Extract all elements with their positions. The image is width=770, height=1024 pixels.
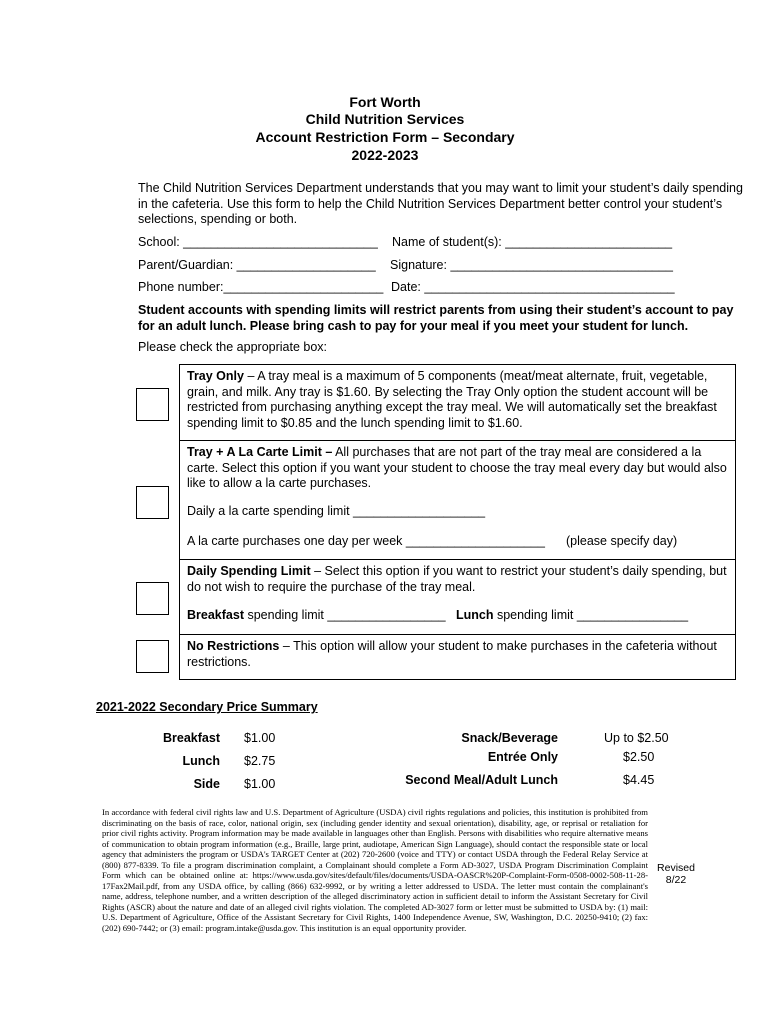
price-label-second-meal: Second Meal/Adult Lunch [405,773,558,787]
date-field[interactable]: Date: ____________________________________ [391,280,675,294]
phone-number-field[interactable]: Phone number:_______________________ [138,280,384,294]
tray-alacarte-title: Tray + A La Carte Limit – [187,445,333,459]
tray-only-checkbox[interactable] [136,388,169,421]
daily-spending-description [187,564,730,595]
tray-only-text: – A tray meal is a maximum of 5 components (meat/meat alternate, fruit, vegetable, grain, and milk. Any tray is $1.60. By selecting the Tray Only option the student account will be restricted from purchasing anything except the tray meal. We will automatically set the breakfast spending limit to $0.85 and the lunch spending limit to $1.60. [187,369,717,430]
form-location: Fort Worth [349,94,421,110]
spending-limit-warning: Student accounts with spending limits will restrict parents from using their student’s account to pay for an adult lunch. Please bring cash to pay for your meal if you meet your student for lunch. [138,303,734,333]
parent-guardian-field[interactable]: Parent/Guardian: ____________________ [138,258,376,272]
revised-label: Revised [657,862,695,874]
tray-alacarte-description [187,445,730,492]
lunch-limit-label: Lunch [455,608,494,622]
breakfast-limit-field[interactable]: spending limit _________________ [243,608,446,622]
daily-spending-text: – Select this option if you want to restrict your student’s daily spending, but do not wish to require the purchase of the tray meal. [187,564,727,594]
daily-spending-checkbox[interactable] [136,582,169,615]
option-tray-alacarte [179,440,736,560]
tray-only-title: Tray Only [187,369,244,383]
intro-paragraph: The Child Nutrition Services Department understands that you may want to limit your student’s daily spending in the cafeteria. Use this form to help the Child Nutrition Services Department better control your student’s selections, spending or both. [138,181,743,226]
lunch-limit-field[interactable]: spending limit ________________ [493,608,689,622]
breakfast-limit-label: Breakfast [187,608,244,622]
specify-day-note: (please specify day) [566,534,678,548]
price-value-breakfast: $1.00 [244,731,276,745]
meal-limit-fields [187,608,727,624]
price-label-lunch: Lunch [182,754,220,768]
price-value-snack: Up to $2.50 [604,731,669,745]
revised-date: 8/22 [665,874,687,886]
price-label-breakfast: Breakfast [163,731,220,745]
daily-alacarte-limit-field[interactable]: Daily a la carte spending limit ___________________ [187,504,486,518]
signature-field[interactable]: Signature: ________________________________ [390,258,673,272]
department-name: Child Nutrition Services [305,111,465,127]
tray-alacarte-checkbox[interactable] [136,486,169,519]
option-no-restrictions [179,634,736,680]
no-restrictions-text: – This option will allow your student to make purchases in the cafeteria without restrictions. [187,639,717,669]
nondiscrimination-statement: In accordance with federal civil rights law and U.S. Department of Agriculture (USDA) civil rights regulations and policies, this institution is prohibited from discriminating on the basis of race, color, national origin, sex (including gender identity and sexual orientation), disability, age, or reprisal or retaliation for prior civil rights activity. Program information may be made available in languages other than English. Persons with disabilities who require alternative means of communication to obtain program information (e.g., Braille, large print, audiotape, American Sign Language), should contact the responsible state or local agency that administers the program or USDA's TARGET Center at (202) 720-2600 (voice and TTY) or contact USDA through the Federal Relay Service at (800) 877-8339. To file a program discrimination complaint, a Complainant should complete a Form AD-3027, USDA Program Discrimination Complaint Form which can be obtained online at: https://www.usda.gov/sites/default/files/documents/USDA-OASCR%20P-Complaint-Form-0508-0002-508-11-28-17Fax2Mail.pdf, from any USDA office, by calling (866) 632-9992, or by writing a letter addressed to USDA. The letter must contain the complainant's name, address, telephone number, and a written description of the alleged discriminatory action in sufficient detail to inform the Assistant Secretary for Civil Rights (ASCR) about the nature and date of an alleged civil rights violation. The completed AD-3027 form or letter must be submitted to USDA by: (1) mail: U.S. Department of Agriculture, Office of the Assistant Secretary for Civil Rights, 1400 Independence Avenue, SW, Washington, D.C. 20250-9410; (2) fax: (202) 690-7442; or (3) email: program.intake@usda.gov. This institution is an equal opportunity provider. [102,807,648,933]
no-restrictions-description [187,639,730,670]
option-tray-only [179,364,736,441]
price-summary-heading: 2021-2022 Secondary Price Summary [96,700,318,714]
tray-alacarte-text: All purchases that are not part of the tray meal are considered a la carte. Select this option if you want your student to choose the tray meal every day but would also like to allow a la carte purchases. [187,445,727,490]
alacarte-one-day-field[interactable]: A la carte purchases one day per week ____________________ [187,534,545,548]
school-year: 2022-2023 [351,147,419,163]
price-label-entree: Entrée Only [487,750,558,764]
price-value-entree: $2.50 [623,750,655,764]
student-name-field[interactable]: Name of student(s): ________________________ [392,235,673,249]
daily-spending-title: Daily Spending Limit [187,564,311,578]
form-title: Account Restriction Form – Secondary [255,129,515,145]
price-label-snack: Snack/Beverage [461,731,558,745]
price-value-second-meal: $4.45 [623,773,655,787]
price-value-lunch: $2.75 [244,754,276,768]
no-restrictions-title: No Restrictions [187,639,280,653]
check-instruction: Please check the appropriate box: [138,340,328,354]
tray-only-description [187,369,730,431]
no-restrictions-checkbox[interactable] [136,640,169,673]
price-label-side: Side [193,777,220,791]
price-value-side: $1.00 [244,777,276,791]
option-daily-spending [179,559,736,635]
school-field[interactable]: School: ____________________________ [138,235,378,249]
